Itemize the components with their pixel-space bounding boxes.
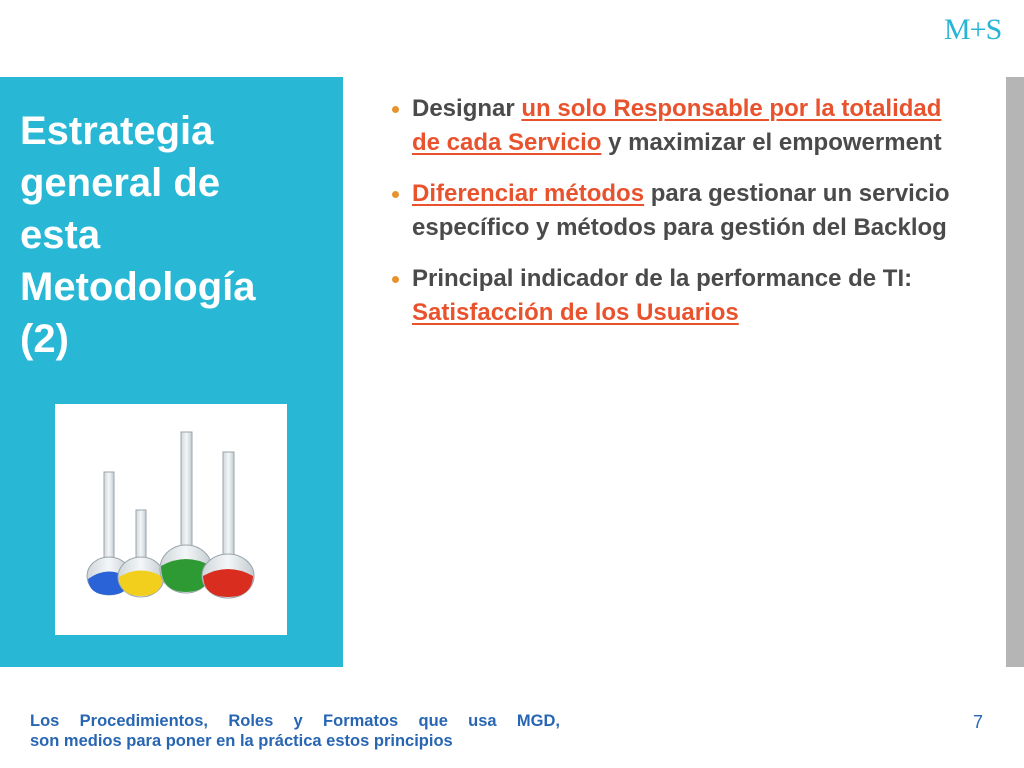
title-line: general de [20, 161, 221, 205]
bullet-item [390, 177, 950, 245]
footer-line: son medios para poner en la práctica estos principios [30, 732, 453, 750]
bullet-item [390, 92, 950, 160]
flasks-illustration [55, 404, 287, 635]
bullet-highlight: Diferenciar métodos [412, 180, 645, 207]
bullet-text: Designar [412, 95, 522, 122]
bullet-highlight: un solo Responsable por la totalidad de cada Servicio [412, 95, 942, 156]
title-line: Metodología [20, 265, 256, 309]
title-line: esta [20, 213, 101, 257]
bullet-highlight: Satisfacción de los Usuarios [412, 299, 739, 326]
slide-title [20, 105, 320, 365]
yellow-flask [118, 510, 164, 597]
footer-note [30, 711, 560, 751]
page-number: 7 [972, 712, 983, 732]
bullet-text: y maximizar el empowerment [601, 129, 942, 156]
bullet-dot-icon [392, 191, 399, 198]
bullet-dot-icon [392, 106, 399, 113]
right-accent-bar [1006, 77, 1024, 667]
laboratory-flasks-photo [55, 404, 287, 635]
bullet-text: para gestionar un servicio específico y métodos para gestión del Backlog [412, 180, 950, 241]
bullet-list [390, 92, 950, 347]
brand-logo: M+S [944, 13, 1002, 46]
title-line: Estrategia [20, 109, 214, 153]
red-flask [202, 452, 254, 598]
bullet-text: Principal indicador de la performance de TI: [412, 265, 913, 292]
bullet-item [390, 262, 950, 330]
title-line: (2) [20, 317, 69, 361]
bullet-dot-icon [392, 276, 399, 283]
footer-line: Los Procedimientos, Roles y Formatos que usa MGD, [30, 712, 560, 730]
